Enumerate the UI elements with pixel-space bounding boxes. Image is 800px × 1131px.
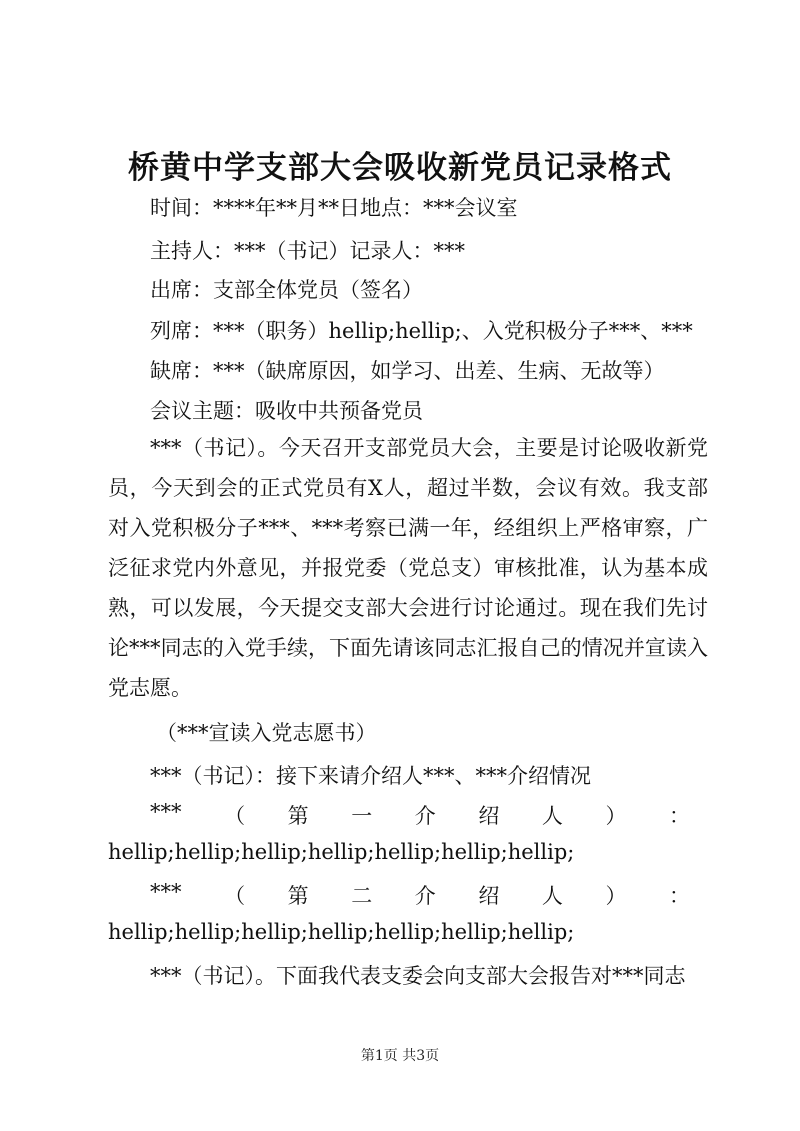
intro1-part: ） (605, 804, 627, 828)
intro2-part: 人 (541, 884, 563, 908)
intro1-part: 第 (287, 804, 309, 828)
intro2-part: 介 (414, 884, 436, 908)
secretary-line: ***（书记）：接下来请介绍人***、***介绍情况 (150, 764, 591, 788)
meta-host-recorder: 主持人：***（书记）记录人：*** (150, 239, 465, 263)
intro2-part: ） (605, 884, 627, 908)
meta-topic: 会议主题：吸收中共预备党员 (150, 399, 423, 423)
secretary-report-line: ***（书记）。下面我代表支委会向支部大会报告对***同志 (150, 964, 686, 988)
introducer-two-content: hellip;hellip;hellip;hellip;hellip;hellip;hellip; (108, 920, 575, 944)
intro2-part: *** (150, 880, 182, 904)
introducer-one-heading (150, 800, 690, 830)
intro2-part: 绍 (478, 884, 500, 908)
introducer-one-content: hellip;hellip;hellip;hellip;hellip;hellip;hellip; (108, 840, 575, 864)
opening-paragraph: ***（书记）。今天召开支部党员大会，主要是讨论吸收新党员，今天到会的正式党员有X人，超过半数，会议有效。我支部对入党积极分子***、***考察已满一年，经组织上严格审察，广泛征求党内外意见，并报党委（党总支）审核批准，认为基本成熟，可以发展，今天提交支部大会进行讨论通过。现在我们先讨论***同志的入党手续，下面先请该同志汇报自己的情况并宣读入党志愿。 (108, 436, 708, 700)
intro1-part: 一 (351, 804, 373, 828)
meta-absentees: 缺席：***（缺席原因，如学习、出差、生病、无故等） (150, 359, 665, 383)
meta-observers: 列席：***（职务）hellip;hellip;、入党积极分子***、*** (150, 319, 693, 343)
intro1-part: （ (224, 804, 246, 828)
intro2-part: 二 (351, 884, 373, 908)
intro2-part: ： (669, 884, 690, 908)
intro1-part: 介 (414, 804, 436, 828)
intro1-part: *** (150, 800, 182, 824)
intro2-part: （ (224, 884, 246, 908)
meta-time-location: 时间：****年**月**日地点：***会议室 (150, 196, 518, 220)
introducer-two-heading (150, 880, 690, 910)
document-title: 桥黄中学支部大会吸收新党员记录格式 (128, 150, 672, 186)
intro2-part: 第 (287, 884, 309, 908)
intro1-part: 绍 (478, 804, 500, 828)
intro1-part: ： (669, 804, 690, 828)
intro1-part: 人 (541, 804, 563, 828)
reading-note: （***宣读入党志愿书） (156, 721, 377, 745)
page-number: 第1页 共3页 (360, 1048, 440, 1064)
meta-attendees: 出席：支部全体党员（签名） (150, 278, 423, 302)
